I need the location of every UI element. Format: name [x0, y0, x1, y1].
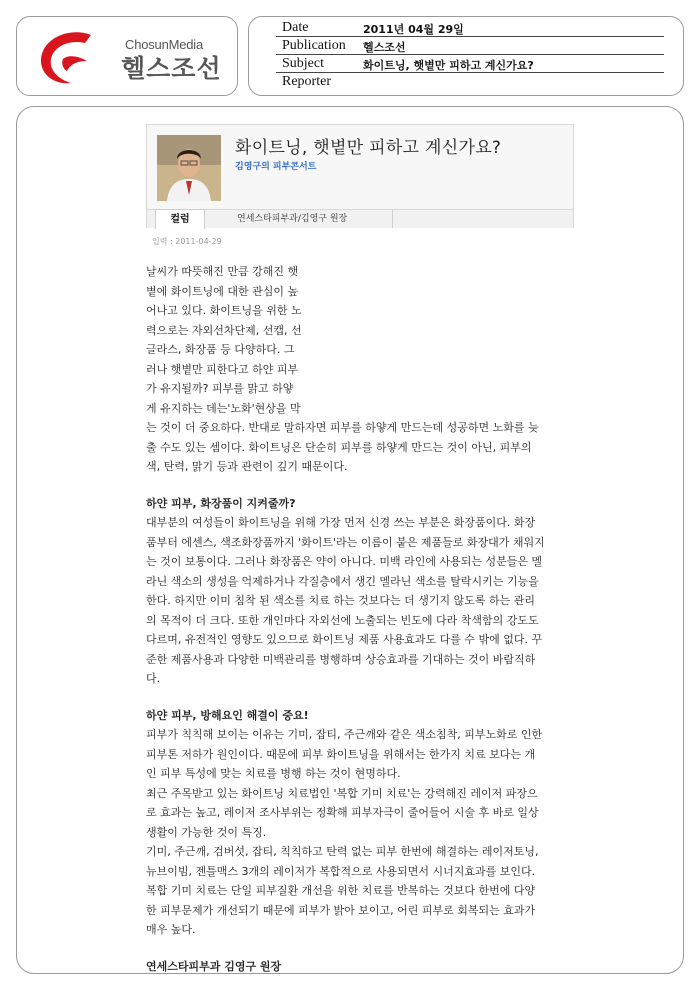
author-portrait-icon	[157, 135, 221, 201]
metadata-box	[248, 16, 684, 96]
article-header	[146, 124, 574, 228]
body-line: 는 것이 보통이다. 그러나 화장품은 약이 아니다. 미백 라인에 사용되는 성분들은 멜	[146, 555, 543, 568]
body-line: 어나고 있다. 화이트닝을 위한 노	[146, 304, 302, 317]
body-line: 가 유지될까? 피부를 맑고 하얗	[146, 382, 294, 395]
body-line: 라닌 색소의 생성을 억제하거나 각질층에서 생긴 멜라닌 색소를 탈락시키는 기능을	[146, 574, 539, 588]
body-line: 게 유지하는 데는'노화'현상을 막	[146, 401, 301, 415]
tab-column[interactable]: 컬럼	[155, 209, 205, 229]
subject-value: 화이트닝, 햇볕만 피하고 계신가요?	[363, 59, 534, 72]
body-line: 는 것이 더 중요하다. 반대로 말하자면 피부를 하얗게 만드는데 성공하면 노화를 늦	[146, 421, 539, 434]
body-line: 한 피부문제가 개선되기 때문에 피부가 밝아 보이고, 어린 피부로 회복되는 효과가	[146, 903, 536, 917]
date-row	[276, 19, 664, 37]
body-line: 로 효과는 높고, 레이저 조사부위는 정확해 피부자극이 줄어들어 시술 후 바로 일상	[146, 806, 539, 819]
body-line: 매우 높다.	[146, 923, 196, 936]
article-body	[146, 262, 574, 976]
date-label: Date	[282, 20, 309, 35]
publication-label: Publication	[282, 38, 346, 53]
body-line: 다르며, 유전적인 영향도 있으므로 화이트닝 제품 사용효과도 다를 수 밖에 없다. 꾸	[146, 633, 543, 646]
body-line: 최근 주목받고 있는 화이트닝 치료법인 '복합 기미 치료'는 강력해진 레이저 파장으	[146, 786, 538, 800]
author-photo	[157, 135, 221, 201]
date-value: 2011년 04월 29일	[363, 23, 464, 36]
logo-box	[16, 16, 238, 96]
body-line: 의 목적이 더 크다. 또한 개인마다 자외선에 노출되는 빈도에 다라 착색함의 강도도	[146, 613, 539, 627]
series-name: 김영구의 피부콘서트	[235, 162, 317, 172]
logo-korean: 헬스조선	[121, 54, 222, 83]
chosun-swoosh-icon	[37, 29, 99, 87]
body-line: 뉴브이빔, 젠틀맥스 3개의 레이저가 복합적으로 사용되면서 시너지효과를 보인다.	[146, 864, 536, 878]
subject-label: Subject	[282, 56, 324, 71]
section-heading: 하얀 피부, 방해요인 해결이 중요!	[146, 708, 309, 722]
author-line: 연세스타피부과/김영구 원장	[207, 210, 393, 228]
body-line: 한다. 하지만 이미 침착 된 색소를 치료 하는 것보다는 더 생기지 않도록 하는 관리	[146, 594, 535, 607]
publication-value: 헬스조선	[363, 41, 406, 54]
body-line: 색, 탄력, 맑기 등과 관련이 깊기 때문이다.	[146, 460, 348, 473]
body-line: 피부톤 저하가 원인이다. 때문에 피부 화이트닝을 위해서는 한가지 치료 보다는 개	[146, 747, 536, 761]
body-line: 력으로는 자외선차단제, 선캡, 선	[146, 323, 302, 337]
body-line: 복합 기미 치료는 단일 피부질환 개선을 위한 치료를 반복하는 것보다 한번에 다양	[146, 884, 536, 897]
section-heading: 하얀 피부, 화장품이 지켜줄까?	[146, 496, 296, 510]
body-line: 볕에 화이트닝에 대한 관심이 높	[146, 284, 299, 298]
header-tab-bar	[147, 209, 573, 228]
body-line: 출 수도 있는 셈이다. 화이트닝은 단순히 피부를 하얗게 만드는 것이 아닌, 피부의	[146, 440, 532, 454]
body-line: 대부분의 여성들이 화이트닝을 위해 가장 먼저 신경 쓰는 부분은 화장품이다. 화장	[146, 516, 536, 529]
publish-date: 입력 : 2011-04-29	[152, 237, 222, 246]
intro-narrow-block	[146, 262, 318, 418]
body-line: 기미, 주근깨, 검버섯, 잡티, 칙칙하고 탄력 없는 피부 한번에 해결하는 레이저토닝,	[146, 845, 539, 858]
body-line: 생활이 가능한 것이 특징.	[146, 825, 267, 839]
body-line: 러나 햇볕만 피한다고 하얀 피부	[146, 362, 299, 376]
article-title: 화이트닝, 햇볕만 피하고 계신가요?	[235, 138, 502, 158]
body-line: 인 피부 특성에 맞는 치료를 병행 하는 것이 현명하다.	[146, 767, 401, 780]
reporter-label: Reporter	[282, 74, 331, 89]
signature: 연세스타피부과 김영구 원장	[146, 959, 282, 973]
subject-row	[276, 55, 664, 73]
publication-row	[276, 37, 664, 55]
body-line: 품부터 에센스, 색조화장품까지 '화이트'라는 이름이 붙은 제품들로 화장대가 채워지	[146, 535, 545, 549]
body-line: 준한 제품사용과 다양한 미백관리를 병행하며 상승효과를 기대하는 것이 바람직하	[146, 652, 536, 666]
body-line: 피부가 칙칙해 보이는 이유는 기미, 잡티, 주근깨와 같은 색소침착, 피부노화로 인한	[146, 728, 543, 741]
reporter-row	[276, 73, 664, 91]
body-line: 다.	[146, 672, 161, 685]
logo-english: ChosunMedia	[125, 37, 204, 52]
body-line: 날씨가 따뜻해진 만큼 강해진 햇	[146, 265, 299, 278]
body-line: 글라스, 화장품 등 다양하다. 그	[146, 343, 295, 356]
